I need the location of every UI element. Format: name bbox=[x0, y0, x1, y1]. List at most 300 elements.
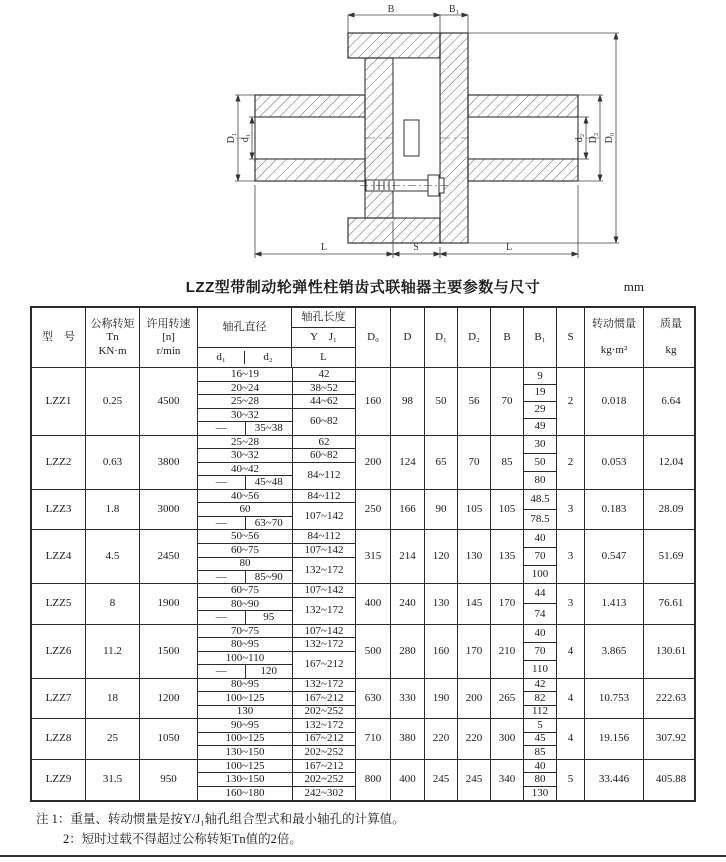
bore-length-group bbox=[198, 706, 355, 719]
cell-D1: 245 bbox=[425, 760, 458, 801]
cell-B1 bbox=[524, 679, 557, 719]
cell-D1: 90 bbox=[425, 490, 458, 530]
cell-D1: 50 bbox=[425, 368, 458, 435]
bore-dia-row bbox=[198, 665, 292, 677]
B1-value: 40 bbox=[524, 530, 556, 548]
bore-dia-stack bbox=[198, 449, 292, 462]
cell-D2: 105 bbox=[458, 490, 491, 530]
cell-model: LZZ9 bbox=[32, 760, 86, 801]
header-S: S bbox=[557, 308, 585, 367]
bore-length-group bbox=[198, 544, 355, 558]
cell-torque: 4.5 bbox=[86, 530, 140, 583]
bore-dia-row bbox=[198, 368, 292, 381]
bore-dia-value: 130~150 bbox=[225, 745, 265, 758]
header-inertia-title: 转动惯量 bbox=[592, 318, 636, 331]
header-l: L bbox=[320, 351, 327, 364]
bore-dia-value: 130~150 bbox=[225, 773, 265, 786]
cell-D2: 170 bbox=[458, 625, 491, 678]
bore-length-group bbox=[198, 638, 355, 652]
unit-label: mm bbox=[623, 279, 644, 294]
table-row bbox=[32, 436, 694, 490]
bore-length-group bbox=[198, 409, 355, 434]
cell-model: LZZ2 bbox=[32, 436, 86, 489]
right-flange bbox=[440, 33, 468, 243]
cell-B: 340 bbox=[491, 760, 524, 801]
bore-dia-row bbox=[198, 773, 292, 786]
B1-value: 110 bbox=[531, 662, 549, 675]
bore-length-value: 84~112 bbox=[292, 463, 355, 489]
bore-length-value: 132~172 bbox=[292, 638, 355, 651]
header-bore-dia bbox=[198, 308, 292, 367]
B1-value: 48.5 bbox=[524, 490, 556, 510]
label-D2: D₂ bbox=[588, 132, 599, 144]
bore-dia-stack bbox=[198, 530, 292, 543]
cell-D: 280 bbox=[391, 625, 425, 678]
B1-value: 49 bbox=[534, 420, 546, 433]
brake-drum-bottom bbox=[348, 218, 440, 243]
bore-dia-value: 100~125 bbox=[225, 732, 265, 745]
bore-length-group bbox=[198, 463, 355, 489]
cell-inertia: 3.865 bbox=[585, 625, 644, 678]
header-torque-line: KN·m bbox=[98, 344, 127, 357]
cell-S: 5 bbox=[557, 760, 585, 801]
bore-dia-stack bbox=[198, 787, 292, 800]
cell-D2: 145 bbox=[458, 584, 491, 624]
cell-B: 105 bbox=[491, 490, 524, 530]
cell-B: 210 bbox=[491, 625, 524, 678]
header-d1: d₁ bbox=[198, 351, 245, 364]
header-bore-len bbox=[292, 308, 356, 367]
bore-length-group bbox=[198, 679, 355, 693]
header-bore-dia-sub bbox=[198, 348, 291, 367]
cell-inertia: 0.018 bbox=[585, 368, 644, 435]
header-bore-len-title: 轴孔长度 bbox=[292, 308, 355, 328]
bottom-rule bbox=[0, 855, 726, 857]
cell-D: 124 bbox=[391, 436, 425, 489]
header-bore-dia-title: 轴孔直径 bbox=[198, 308, 291, 348]
label-D0: D₀ bbox=[604, 132, 615, 144]
cell-D: 400 bbox=[391, 760, 425, 801]
header-D2: D₂ bbox=[458, 308, 491, 367]
bore-length-group bbox=[198, 530, 355, 544]
bore-dia-value: 60~75 bbox=[231, 543, 259, 556]
table-row bbox=[32, 490, 694, 531]
bore-dia-row bbox=[198, 611, 292, 623]
B1-value: 19 bbox=[524, 385, 556, 402]
bore-dia-row bbox=[198, 733, 292, 746]
bore-dia-row bbox=[198, 530, 292, 543]
cell-speed: 950 bbox=[140, 760, 198, 801]
header-B: B bbox=[491, 308, 524, 367]
table-row bbox=[32, 760, 694, 801]
bore-dia-d2: 95 bbox=[263, 611, 275, 624]
cell-D0: 315 bbox=[356, 530, 391, 583]
cell-D0: 800 bbox=[356, 760, 391, 801]
bore-dia-stack bbox=[198, 584, 292, 597]
cell-B1 bbox=[524, 436, 557, 489]
bore-length-value: 202~252 bbox=[292, 706, 355, 719]
bore-dia-value: 160~180 bbox=[225, 787, 265, 800]
bore-dia-value: 80 bbox=[239, 557, 251, 570]
bore-length-value: 60~82 bbox=[292, 449, 355, 462]
cell-mass: 12.04 bbox=[658, 455, 684, 468]
bore-length-group bbox=[198, 773, 355, 787]
cell-D: 214 bbox=[391, 530, 425, 583]
cell-B1 bbox=[524, 625, 557, 678]
table-row bbox=[32, 625, 694, 679]
bore-dia-row bbox=[198, 395, 292, 408]
cell-B1 bbox=[524, 719, 557, 759]
bore-dia-row bbox=[198, 760, 292, 773]
cell-inertia: 10.753 bbox=[585, 679, 644, 719]
cell-bore-group bbox=[198, 490, 356, 530]
cell-model: LZZ6 bbox=[32, 625, 86, 678]
cell-D1: 120 bbox=[425, 530, 458, 583]
cell-B: 265 bbox=[491, 679, 524, 719]
spec-table bbox=[30, 306, 696, 802]
bore-length-value: 107~142 bbox=[292, 625, 355, 638]
cell-D2: 200 bbox=[458, 679, 491, 719]
cell-D: 98 bbox=[391, 368, 425, 435]
bore-dia-stack bbox=[198, 395, 292, 408]
cell-model: LZZ1 bbox=[32, 368, 86, 435]
bore-dia-stack bbox=[198, 652, 292, 678]
cell-mass: 6.64 bbox=[661, 394, 681, 407]
B1-value: 42 bbox=[524, 679, 556, 693]
bore-dia-row bbox=[198, 476, 292, 488]
notes bbox=[36, 809, 726, 849]
bore-dia-value: 16~19 bbox=[231, 368, 259, 381]
cell-D: 166 bbox=[391, 490, 425, 530]
cell-B1 bbox=[524, 368, 557, 435]
cell-mass: 130.61 bbox=[655, 644, 687, 657]
bore-length-value: 202~252 bbox=[292, 746, 355, 759]
bore-dia-stack bbox=[198, 692, 292, 705]
bore-length-value: 38~52 bbox=[292, 382, 355, 395]
cell-D2: 220 bbox=[458, 719, 491, 759]
bore-dia-d1: — bbox=[198, 517, 246, 529]
cell-mass: 76.61 bbox=[658, 597, 684, 610]
B1-value: 70 bbox=[524, 548, 556, 566]
bore-length-value: 84~112 bbox=[292, 530, 355, 543]
bore-length-group bbox=[198, 787, 355, 800]
bore-length-value: 107~142 bbox=[292, 584, 355, 597]
bore-length-value: 167~212 bbox=[292, 652, 355, 678]
cell-D0: 250 bbox=[356, 490, 391, 530]
B1-value: 50 bbox=[524, 454, 556, 472]
bore-dia-value: 30~32 bbox=[231, 449, 259, 462]
cell-D2: 56 bbox=[458, 368, 491, 435]
cell-B1 bbox=[524, 760, 557, 801]
bore-dia-row bbox=[198, 638, 292, 651]
header-D0: D₀ bbox=[356, 308, 391, 367]
table-row bbox=[32, 368, 694, 436]
cell-D: 330 bbox=[391, 679, 425, 719]
right-hub bbox=[468, 95, 578, 181]
bore-dia-stack bbox=[198, 490, 292, 503]
bore-dia-value: 100~125 bbox=[225, 759, 265, 772]
bore-dia-row bbox=[198, 719, 292, 732]
note-1: 注 1：重量、转动惯量是按Y/J₁轴孔组合型式和最小轴孔的计算值。 bbox=[36, 812, 405, 826]
header-torque-line: Tn bbox=[106, 331, 119, 344]
cell-B1 bbox=[524, 584, 557, 624]
bore-dia-row bbox=[198, 503, 292, 516]
cell-mass: 307.92 bbox=[655, 732, 687, 745]
bore-dia-value: 90~95 bbox=[231, 718, 259, 731]
cell-D2: 130 bbox=[458, 530, 491, 583]
cell-D: 380 bbox=[391, 719, 425, 759]
bore-length-value: 167~212 bbox=[292, 692, 355, 705]
bore-length-value: 107~142 bbox=[292, 503, 355, 529]
cell-D0: 710 bbox=[356, 719, 391, 759]
table-header bbox=[32, 308, 694, 368]
B1-value: 74 bbox=[534, 607, 546, 620]
bore-dia-stack bbox=[198, 719, 292, 732]
cell-inertia: 1.413 bbox=[585, 584, 644, 624]
cell-D0: 500 bbox=[356, 625, 391, 678]
bore-dia-d1: — bbox=[198, 665, 246, 677]
B1-value: 112 bbox=[531, 705, 549, 718]
page-title: LZZ型带制动轮弹性柱销齿式联轴器主要参数与尺寸 bbox=[185, 279, 541, 296]
table-row bbox=[32, 679, 694, 720]
bore-dia-stack bbox=[198, 382, 292, 395]
cell-D1: 130 bbox=[425, 584, 458, 624]
bore-length-group bbox=[198, 760, 355, 774]
bore-dia-stack bbox=[198, 733, 292, 746]
B1-value: 82 bbox=[524, 692, 556, 706]
cell-model: LZZ7 bbox=[32, 679, 86, 719]
title-row bbox=[0, 274, 726, 302]
cell-speed: 3800 bbox=[140, 436, 198, 489]
cell-inertia: 33.446 bbox=[585, 760, 644, 801]
label-d2: d₂ bbox=[574, 133, 585, 143]
cell-torque: 0.25 bbox=[86, 368, 140, 435]
bore-dia-value: 80~95 bbox=[231, 678, 259, 691]
cell-S: 3 bbox=[557, 584, 585, 624]
bore-dia-stack bbox=[198, 679, 292, 692]
bore-length-value: 167~212 bbox=[292, 733, 355, 746]
bore-length-group bbox=[198, 652, 355, 678]
header-speed-line: r/min bbox=[156, 344, 181, 357]
bore-length-group bbox=[198, 449, 355, 463]
cell-speed: 2450 bbox=[140, 530, 198, 583]
cell-D0: 200 bbox=[356, 436, 391, 489]
label-S: S bbox=[413, 242, 419, 253]
bore-dia-row bbox=[198, 787, 292, 800]
bore-dia-value: 25~28 bbox=[231, 435, 259, 448]
cell-inertia: 0.547 bbox=[585, 530, 644, 583]
bore-dia-stack bbox=[198, 773, 292, 786]
table-row bbox=[32, 719, 694, 760]
header-speed-line: 许用转速 bbox=[146, 317, 191, 330]
bore-dia-value: 80~95 bbox=[231, 638, 259, 651]
bore-length-value: 84~112 bbox=[292, 490, 355, 503]
bore-dia-row bbox=[198, 598, 292, 611]
bore-length-group bbox=[198, 584, 355, 598]
table-row bbox=[32, 584, 694, 625]
bore-dia-d1: — bbox=[198, 571, 246, 583]
cell-model: LZZ4 bbox=[32, 530, 86, 583]
cell-model: LZZ8 bbox=[32, 719, 86, 759]
header-inertia bbox=[585, 308, 644, 367]
bore-length-value: 167~212 bbox=[292, 760, 355, 773]
label-L-left: L bbox=[320, 242, 328, 253]
B1-value: 44 bbox=[524, 584, 556, 604]
cell-bore-group bbox=[198, 760, 356, 801]
bore-dia-value: 60 bbox=[239, 503, 251, 516]
bore-dia-value: 25~28 bbox=[231, 395, 259, 408]
bore-dia-d2: 45~48 bbox=[254, 476, 283, 489]
bore-dia-row bbox=[198, 625, 292, 638]
cell-D0: 630 bbox=[356, 679, 391, 719]
bore-dia-d1: — bbox=[198, 422, 246, 434]
bore-dia-stack bbox=[198, 436, 292, 449]
header-torque-line: 公称转矩 bbox=[90, 317, 135, 330]
bore-dia-row bbox=[198, 692, 292, 705]
bore-length-group bbox=[198, 625, 355, 639]
header-mass-title: 质量 bbox=[660, 318, 682, 331]
cell-inertia: 19.156 bbox=[585, 719, 644, 759]
bore-dia-stack bbox=[198, 409, 292, 434]
bore-dia-stack bbox=[198, 746, 292, 759]
B1-value: 80 bbox=[534, 473, 546, 486]
cell-D0: 400 bbox=[356, 584, 391, 624]
B1-value: 30 bbox=[524, 436, 556, 454]
bore-dia-stack bbox=[198, 638, 292, 651]
cell-speed: 1200 bbox=[140, 679, 198, 719]
bore-dia-value: 70~75 bbox=[231, 624, 259, 637]
bore-length-value: 60~82 bbox=[292, 409, 355, 434]
B1-value: 45 bbox=[524, 733, 556, 747]
bore-dia-value: 60~75 bbox=[231, 584, 259, 597]
bore-dia-row bbox=[198, 409, 292, 422]
cell-torque: 18 bbox=[86, 679, 140, 719]
bore-length-value: 132~172 bbox=[292, 598, 355, 624]
cell-inertia: 0.183 bbox=[585, 490, 644, 530]
cell-torque: 1.8 bbox=[86, 490, 140, 530]
cell-speed: 3000 bbox=[140, 490, 198, 530]
bore-length-value: 242~302 bbox=[292, 787, 355, 800]
header-torque bbox=[86, 308, 140, 367]
bore-dia-row bbox=[198, 382, 292, 395]
cell-torque: 31.5 bbox=[86, 760, 140, 801]
cell-B: 170 bbox=[491, 584, 524, 624]
bore-dia-stack bbox=[198, 503, 292, 529]
coupling-section-drawing bbox=[0, 0, 726, 272]
cell-S: 4 bbox=[557, 625, 585, 678]
bore-length-group bbox=[198, 719, 355, 733]
bore-dia-row bbox=[198, 544, 292, 557]
bore-length-group bbox=[198, 558, 355, 584]
cell-D1: 65 bbox=[425, 436, 458, 489]
bore-length-group bbox=[198, 490, 355, 504]
cell-B1 bbox=[524, 490, 557, 530]
label-B: B bbox=[387, 4, 395, 15]
cell-speed: 1050 bbox=[140, 719, 198, 759]
bore-dia-stack bbox=[198, 463, 292, 489]
cell-S: 3 bbox=[557, 490, 585, 530]
cell-D0: 160 bbox=[356, 368, 391, 435]
bore-dia-row bbox=[198, 706, 292, 719]
cell-S: 2 bbox=[557, 436, 585, 489]
cell-mass: 28.09 bbox=[658, 502, 684, 515]
cell-S: 3 bbox=[557, 530, 585, 583]
bore-length-value: 132~172 bbox=[292, 558, 355, 584]
bore-dia-stack bbox=[198, 598, 292, 624]
cell-inertia: 0.053 bbox=[585, 436, 644, 489]
bore-length-value: 132~172 bbox=[292, 719, 355, 732]
cell-B: 70 bbox=[491, 368, 524, 435]
header-speed bbox=[140, 308, 198, 367]
header-model: 型 号 bbox=[32, 308, 86, 367]
cell-torque: 0.63 bbox=[86, 436, 140, 489]
bore-dia-row bbox=[198, 422, 292, 434]
bore-dia-row bbox=[198, 652, 292, 665]
B1-value: 40 bbox=[524, 625, 556, 643]
header-mass bbox=[644, 308, 698, 367]
brake-drum-top bbox=[348, 33, 440, 58]
bore-dia-d1: — bbox=[198, 476, 246, 488]
cell-bore-group bbox=[198, 436, 356, 489]
B1-value: 5 bbox=[524, 719, 556, 733]
bore-dia-value: 30~32 bbox=[231, 408, 259, 421]
bore-dia-d1: — bbox=[198, 611, 246, 623]
bore-length-group bbox=[198, 368, 355, 382]
cell-S: 4 bbox=[557, 719, 585, 759]
header-D: D bbox=[391, 308, 425, 367]
cell-torque: 25 bbox=[86, 719, 140, 759]
bore-dia-row bbox=[198, 558, 292, 571]
B1-value: 78.5 bbox=[530, 513, 550, 526]
bore-dia-stack bbox=[198, 760, 292, 773]
B1-value: 100 bbox=[531, 568, 549, 581]
bore-dia-row bbox=[198, 679, 292, 692]
bore-dia-value: 50~56 bbox=[231, 530, 259, 543]
cell-bore-group bbox=[198, 679, 356, 719]
cell-B: 85 bbox=[491, 436, 524, 489]
bore-dia-d2: 120 bbox=[260, 665, 277, 678]
note-2: 2：短时过载不得超过公称转矩Tn值的2倍。 bbox=[63, 832, 302, 846]
cell-mass: 51.69 bbox=[658, 550, 684, 563]
bore-dia-row bbox=[198, 436, 292, 449]
bore-dia-value: 20~24 bbox=[231, 381, 259, 394]
bore-dia-stack bbox=[198, 706, 292, 719]
bore-length-group bbox=[198, 598, 355, 624]
bore-dia-value: 40~56 bbox=[231, 489, 259, 502]
cell-D2: 245 bbox=[458, 760, 491, 801]
B1-value: 9 bbox=[524, 368, 556, 385]
label-D1: D₁ bbox=[226, 132, 237, 144]
bore-length-value: 132~172 bbox=[292, 679, 355, 692]
bore-length-value: 107~142 bbox=[292, 544, 355, 557]
bore-dia-stack bbox=[198, 625, 292, 638]
cell-model: LZZ5 bbox=[32, 584, 86, 624]
header-mass-unit: kg bbox=[665, 343, 677, 356]
label-d1: d₁ bbox=[240, 133, 251, 143]
cell-S: 4 bbox=[557, 679, 585, 719]
bore-dia-row bbox=[198, 490, 292, 503]
cell-D1: 220 bbox=[425, 719, 458, 759]
cell-bore-group bbox=[198, 719, 356, 759]
bore-length-value: 42 bbox=[292, 368, 355, 381]
header-B1: B₁ bbox=[524, 308, 557, 367]
bore-length-value: 202~252 bbox=[292, 773, 355, 786]
cell-mass: 222.63 bbox=[655, 691, 687, 704]
cell-speed: 4500 bbox=[140, 368, 198, 435]
label-L-right: L bbox=[505, 242, 513, 253]
bore-dia-row bbox=[198, 571, 292, 583]
label-B1: B₁ bbox=[448, 4, 460, 15]
